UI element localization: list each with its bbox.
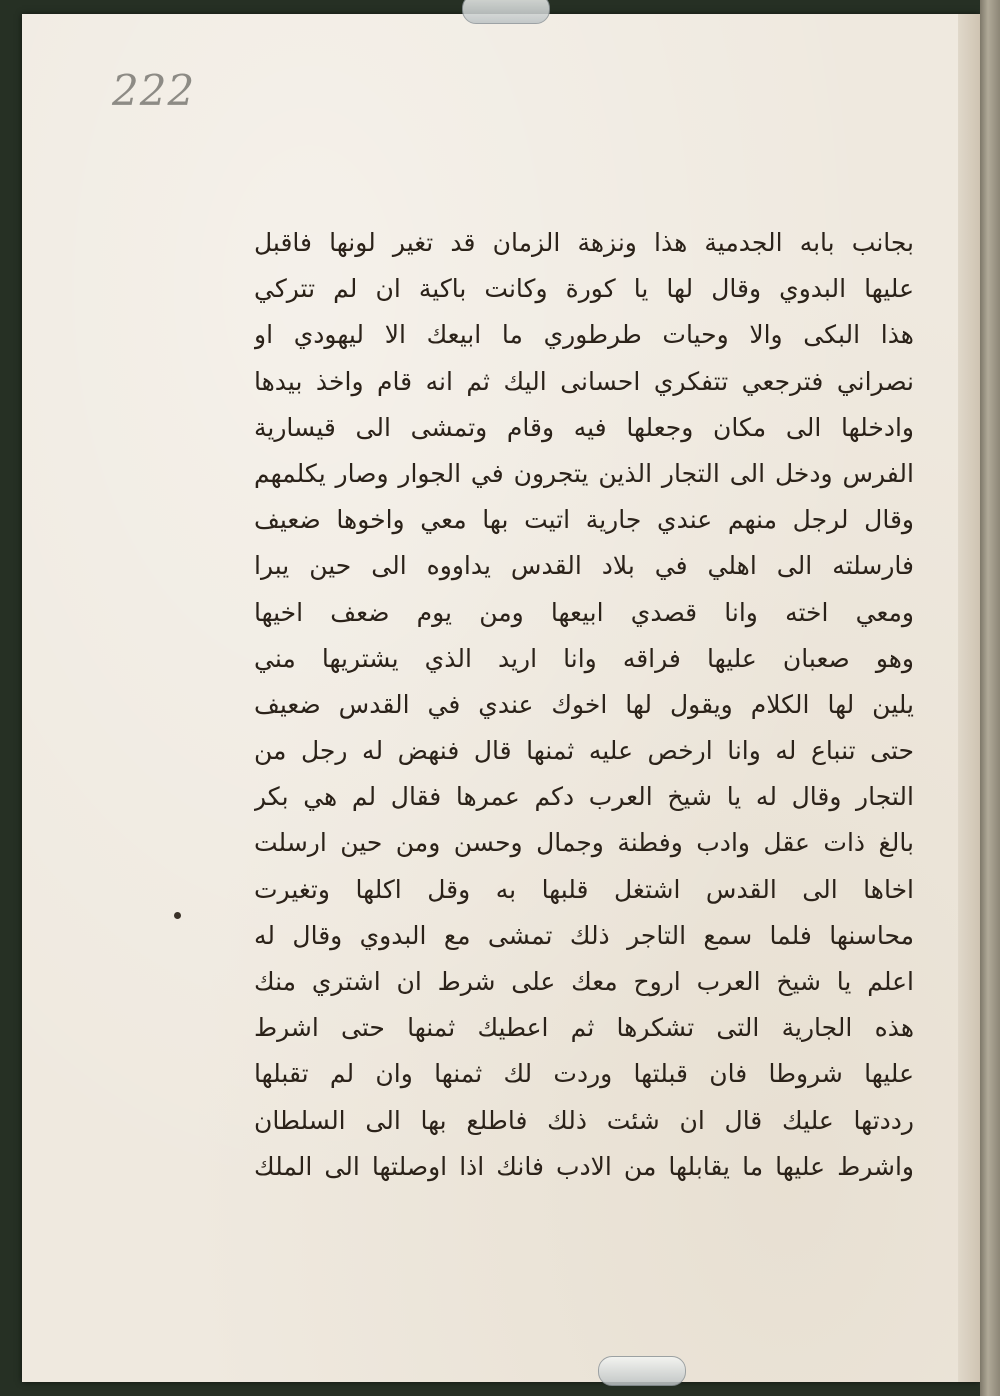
manuscript-line: عليها البدوي وقال لها يا كورة وكانت باكية ان لم تتركي bbox=[254, 274, 914, 304]
manuscript-line: رددتها عليك قال ان شئت ذلك فاطلع بها الى السلطان bbox=[254, 1105, 914, 1135]
manuscript-line: ومعي اخته وانا قصدي ابيعها ومن يوم ضعف اخيها bbox=[254, 597, 914, 627]
manuscript-line: واشرط عليها ما يقابلها من الادب فانك اذا اوصلتها الى الملك bbox=[254, 1151, 914, 1181]
manuscript-line: بالغ ذات عقل وادب وفطنة وجمال وحسن ومن حين ارسلت bbox=[254, 828, 914, 858]
manuscript-line: اخاها الى القدس اشتغل قلبها به وقل اكلها وتغيرت bbox=[254, 874, 914, 904]
manuscript-line: يلين لها الكلام ويقول لها اخوك عندي في القدس ضعيف bbox=[254, 689, 914, 719]
manuscript-line: التجار وقال له يا شيخ العرب دكم عمرها فقال لم هي بكر bbox=[254, 782, 914, 812]
page-gutter bbox=[958, 14, 980, 1382]
manuscript-line: محاسنها فلما سمع التاجر ذلك تمشى مع البدوي وقال له bbox=[254, 920, 914, 950]
manuscript-text-block bbox=[254, 220, 914, 1190]
top-clip bbox=[462, 0, 550, 24]
ink-dot bbox=[174, 912, 181, 919]
manuscript-line: هذه الجارية التى تشكرها ثم اعطيك ثمنها حتى اشرط bbox=[254, 1013, 914, 1043]
manuscript-line: وادخلها الى مكان وجعلها فيه وقام وتمشى الى قيسارية bbox=[254, 412, 914, 442]
manuscript-line: عليها شروطا فان قبلتها وردت لك ثمنها وان لم تقبلها bbox=[254, 1059, 914, 1089]
binding-edge bbox=[980, 0, 1000, 1396]
folio-number: 222 bbox=[112, 66, 196, 115]
manuscript-line: بجانب بابه الجدمية هذا ونزهة الزمان قد تغير لونها فاقبل bbox=[254, 228, 914, 257]
manuscript-line: حتى تنباع له وانا ارخص عليه ثمنها قال فنهض له رجل من bbox=[254, 736, 914, 766]
manuscript-line: اعلم يا شيخ العرب اروح معك على شرط ان اشتري منك bbox=[254, 967, 914, 996]
manuscript-line: وقال لرجل منهم عندي جارية اتيت بها معي واخوها ضعيف bbox=[254, 505, 914, 535]
manuscript-page bbox=[22, 14, 980, 1382]
manuscript-line: نصراني فترجعي تتفكري احسانى اليك ثم انه قام واخذ بيدها bbox=[254, 366, 914, 396]
manuscript-line: هذا البكى والا وحيات طرطوري ما ابيعك الا ليهودي او bbox=[254, 320, 914, 350]
manuscript-line: فارسلته الى اهلي في بلاد القدس يداووه الى حين يبرا bbox=[254, 551, 914, 581]
bottom-clip bbox=[598, 1356, 686, 1386]
manuscript-line: الفرس ودخل الى التجار الذين يتجرون في الجوار وصار يكلمهم bbox=[254, 458, 914, 488]
manuscript-line: وهو صعبان عليها فراقه وانا اريد الذي يشتريها مني bbox=[254, 643, 914, 673]
